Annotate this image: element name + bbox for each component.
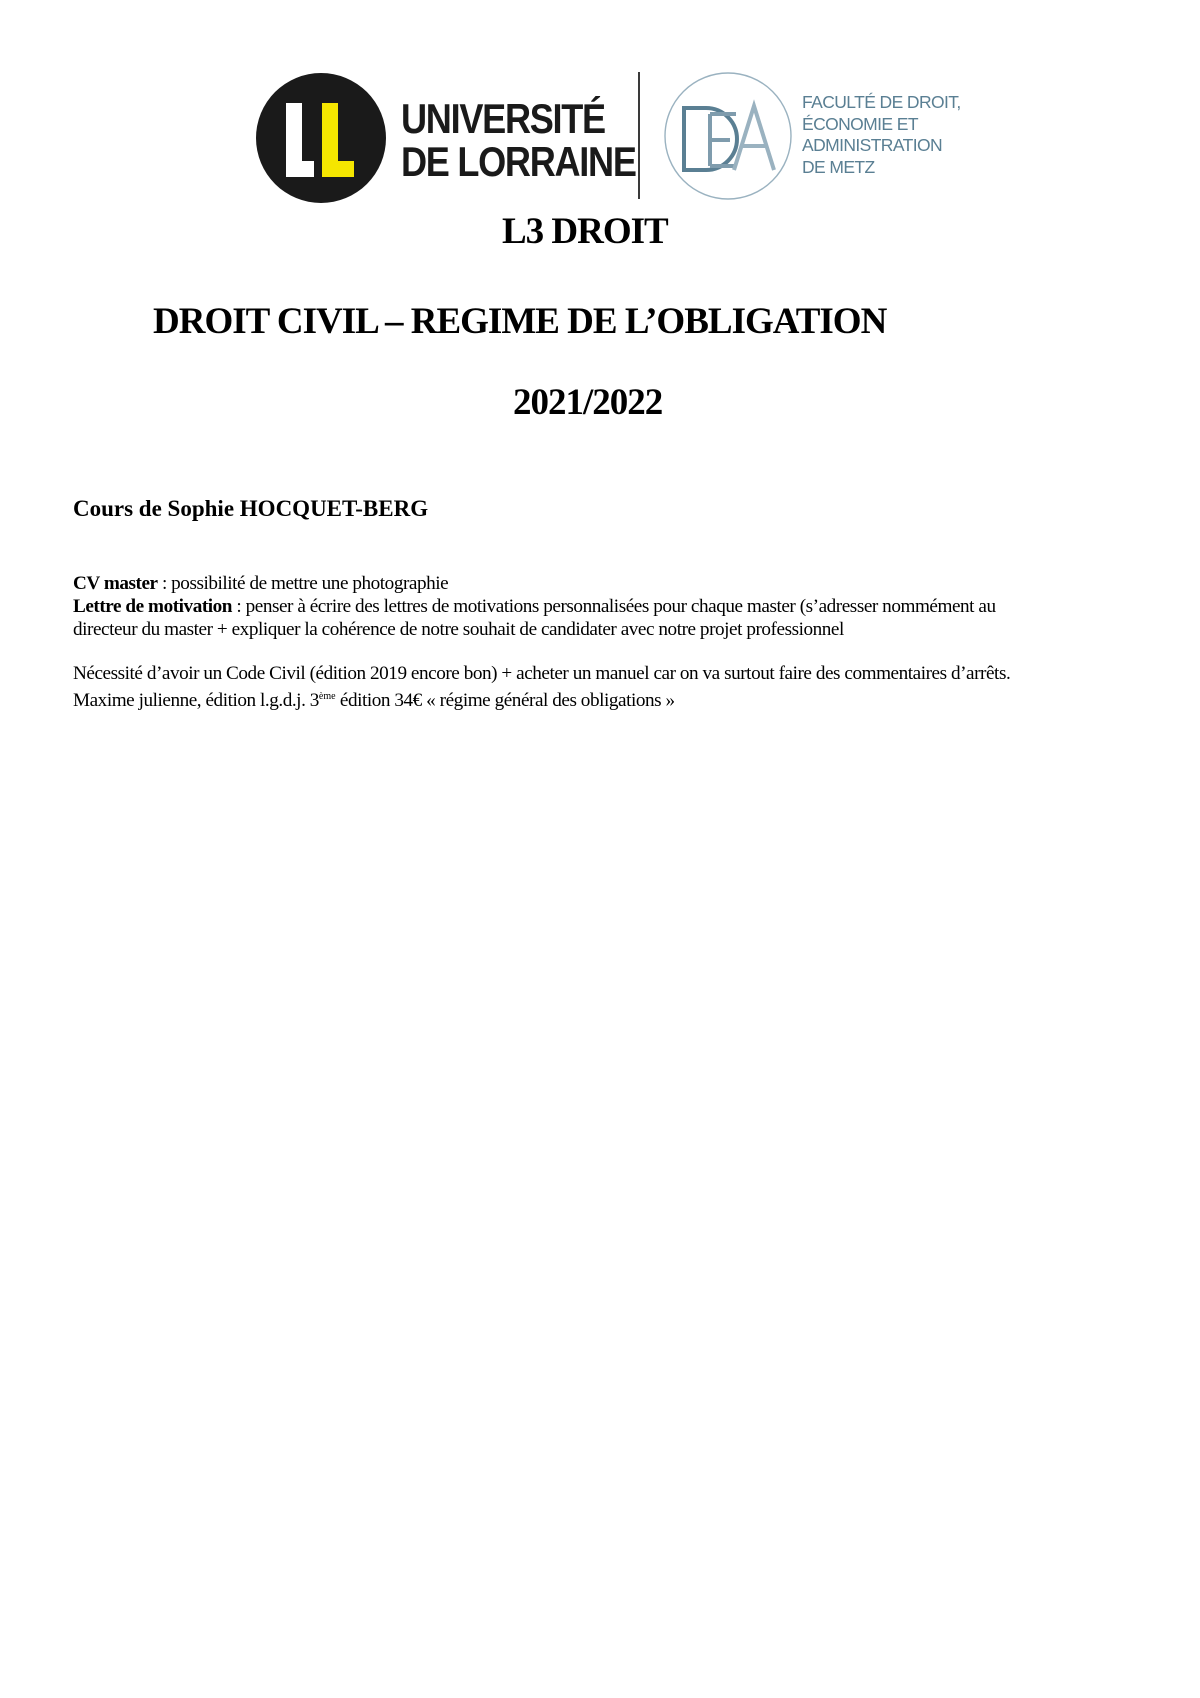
university-name <box>401 97 636 183</box>
edition-superscript: ème <box>318 691 336 702</box>
faculty-name-line-2: ÉCONOMIE ET <box>802 113 918 134</box>
faculty-name-line-3: ADMINISTRATION <box>802 135 943 155</box>
course-level-title: L3 DROIT <box>502 211 668 252</box>
letter-text-1: : penser à écrire des lettres de motivations personnalisées pour chaque master (s’adresser nommément au <box>232 596 996 617</box>
letter-label: Lettre de motivation <box>73 596 233 617</box>
faculty-name-line-4: DE METZ <box>802 156 875 177</box>
textbook-reference: Maxime julienne, édition l.g.d.j. 3 <box>73 690 319 711</box>
cv-text: : possibilité de mettre une photographie <box>157 573 449 594</box>
letter-advice-line-1 <box>73 595 1135 618</box>
logo-divider <box>638 72 640 199</box>
universite-de-lorraine-logo-mark <box>256 73 386 203</box>
course-title: DROIT CIVIL – REGIME DE L’OBLIGATION <box>153 301 887 342</box>
faculty-name-line-1: FACULTÉ DE DROIT, <box>802 92 961 112</box>
materials-line-2 <box>73 685 1135 712</box>
university-name-line-2: DE LORRAINE <box>401 138 636 185</box>
academic-year: 2021/2022 <box>513 382 663 423</box>
faculty-dea-logo-mark <box>662 70 794 202</box>
textbook-details: édition 34€ « régime général des obligations » <box>335 690 675 711</box>
required-materials <box>73 662 1135 712</box>
cv-label: CV master <box>73 573 158 594</box>
cv-advice-line <box>73 572 1135 595</box>
faculty-name <box>802 92 961 178</box>
application-advice <box>73 572 1135 641</box>
letter-advice-line-2: directeur du master + expliquer la cohérence de notre souhait de candidater avec notre projet professionnel <box>73 619 844 640</box>
materials-line-1: Nécessité d’avoir un Code Civil (édition 2019 encore bon) + acheter un manuel car on va surtout faire des commentaires d’arrêts. <box>73 663 1011 684</box>
university-name-line-1: UNIVERSITÉ <box>401 95 605 142</box>
header-logos <box>256 64 976 214</box>
lecturer-heading: Cours de Sophie HOCQUET-BERG <box>73 496 429 521</box>
